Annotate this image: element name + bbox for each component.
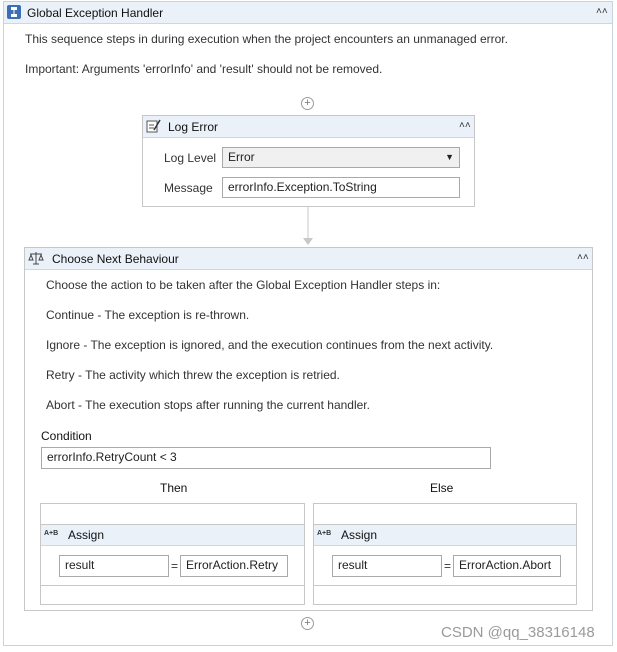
assign-value-input[interactable]: ErrorAction.Abort (453, 555, 561, 577)
log-error-header[interactable] (143, 116, 474, 138)
option-ignore: Ignore - The exception is ignored, and the execution continues from the next activity. (46, 338, 494, 352)
assign-to-input[interactable]: result (332, 555, 442, 577)
sequence-description: This sequence steps in during execution when the project encounters an unmanaged error. (25, 32, 508, 46)
then-assign-activity[interactable] (40, 524, 305, 586)
then-branch[interactable] (40, 503, 305, 605)
connector-arrow (302, 207, 314, 250)
choose-title: Choose Next Behaviour (52, 252, 179, 266)
assign-icon: A+B (317, 530, 332, 537)
assign-title: Assign (68, 528, 105, 542)
assign-header[interactable] (41, 525, 304, 546)
add-activity-icon[interactable]: + (301, 617, 314, 630)
else-assign-activity[interactable] (313, 524, 577, 586)
sequence-title: Global Exception Handler (27, 6, 164, 20)
chevron-down-icon: ▼ (445, 152, 454, 162)
assign-to-input[interactable]: result (59, 555, 169, 577)
else-label: Else (430, 481, 454, 495)
log-level-label: Log Level (164, 151, 217, 165)
assign-value-input[interactable]: ErrorAction.Retry (180, 555, 288, 577)
assign-equals: = (444, 559, 452, 573)
option-retry: Retry - The activity which threw the exception is retried. (46, 368, 340, 382)
flow-decision-icon (28, 251, 44, 268)
log-error-activity[interactable] (142, 115, 475, 207)
sequence-important-note: Important: Arguments 'errorInfo' and 'result' should not be removed. (25, 62, 383, 76)
message-input[interactable]: errorInfo.Exception.ToString (222, 177, 460, 198)
log-error-title: Log Error (168, 120, 219, 134)
sequence-icon (7, 5, 21, 19)
choose-instructions: Choose the action to be taken after the Global Exception Handler steps in: (46, 278, 441, 292)
log-message-icon (146, 119, 161, 136)
condition-input[interactable]: errorInfo.RetryCount < 3 (41, 447, 491, 469)
choose-header[interactable] (25, 248, 592, 270)
assign-header[interactable] (314, 525, 576, 546)
option-continue: Continue - The exception is re-thrown. (46, 308, 250, 322)
log-level-value: Error (228, 150, 255, 164)
collapse-icon[interactable]: ˄˄ (577, 252, 589, 263)
option-abort: Abort - The execution stops after running the current handler. (46, 398, 370, 412)
collapse-icon[interactable]: ˄˄ (459, 120, 471, 131)
then-label: Then (160, 481, 188, 495)
log-level-select[interactable] (222, 147, 460, 168)
choose-next-behaviour-activity[interactable] (24, 247, 593, 611)
sequence-header[interactable] (4, 2, 612, 24)
watermark: CSDN @qq_38316148 (441, 624, 595, 641)
collapse-icon[interactable]: ˄˄ (596, 6, 608, 17)
add-activity-icon[interactable]: + (301, 97, 314, 110)
assign-equals: = (171, 559, 179, 573)
message-label: Message (164, 181, 213, 195)
assign-title: Assign (341, 528, 378, 542)
condition-label: Condition (41, 429, 92, 443)
assign-icon: A+B (44, 530, 59, 537)
else-branch[interactable] (313, 503, 577, 605)
